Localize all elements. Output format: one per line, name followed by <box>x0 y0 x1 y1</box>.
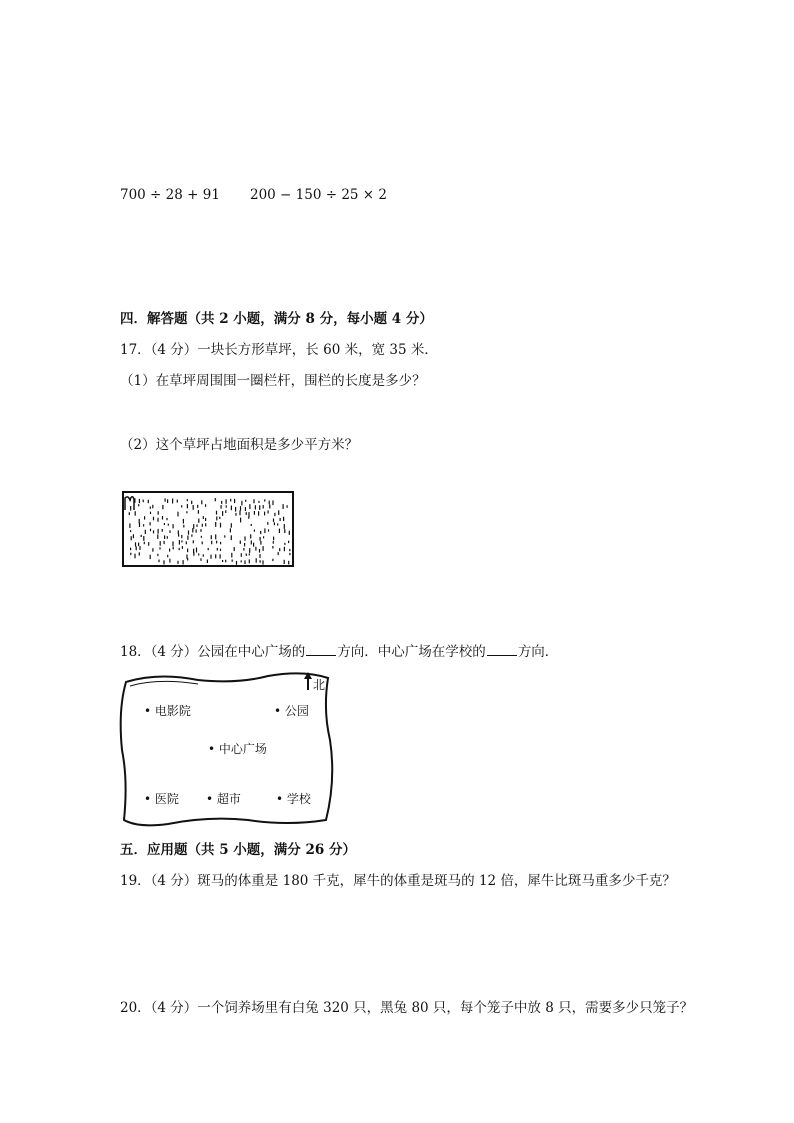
grass-mark <box>246 554 247 556</box>
grass-mark <box>231 553 232 558</box>
grass-mark <box>183 525 184 528</box>
grass-mark <box>272 500 273 505</box>
grass-mark <box>244 560 245 564</box>
grass-mark <box>235 513 236 516</box>
grass-mark <box>153 517 154 521</box>
calc-expression-2: 200 − 150 ÷ 25 × 2 <box>250 187 387 203</box>
grass-mark <box>259 554 260 558</box>
grass-mark <box>130 498 131 501</box>
lawn-illustration <box>122 490 296 568</box>
grass-mark <box>222 511 223 516</box>
place-cinema: • 电影院 <box>144 704 191 718</box>
q17-part1: （1）在草坪周围围一圈栏杆，围栏的长度是多少？ <box>120 373 426 389</box>
grass-mark <box>215 498 216 501</box>
place-school-label: 学校 <box>286 792 311 806</box>
grass-mark <box>207 560 208 564</box>
grass-mark <box>272 546 273 549</box>
grass-mark <box>196 524 197 527</box>
grass-mark <box>259 549 260 553</box>
grass-mark <box>136 546 137 550</box>
grass-mark <box>196 529 197 532</box>
grass-mark <box>222 560 223 562</box>
grass-mark <box>130 506 131 511</box>
grass-mark <box>150 555 151 559</box>
grass-mark <box>278 552 279 555</box>
answer-blank-1[interactable] <box>306 643 336 656</box>
grass-mark <box>274 513 275 516</box>
grass-mark <box>202 524 203 527</box>
grass-mark <box>167 555 168 558</box>
place-central-square-label: 中心广场 <box>218 742 267 756</box>
grass-mark <box>277 524 278 526</box>
grass-mark <box>201 536 202 538</box>
grass-mark <box>134 554 135 559</box>
grass-mark <box>264 512 265 516</box>
grass-mark <box>163 560 164 564</box>
grass-mark <box>216 541 217 544</box>
grass-mark <box>289 553 290 555</box>
grass-mark <box>255 505 256 509</box>
grass-mark <box>141 535 142 537</box>
grass-mark <box>251 524 252 526</box>
grass-mark <box>138 504 139 506</box>
grass-mark <box>215 554 216 558</box>
grass-mark <box>178 530 179 534</box>
grass-mark <box>188 531 189 535</box>
grass-mark <box>157 534 158 539</box>
grass-mark <box>231 523 232 528</box>
grass-mark <box>183 560 184 564</box>
grass-mark <box>260 531 261 534</box>
place-park-label: 公园 <box>284 704 309 718</box>
grass-mark <box>158 511 159 515</box>
grass-mark <box>284 524 285 529</box>
grass-mark <box>130 530 131 532</box>
grass-mark <box>205 504 206 507</box>
grass-mark <box>268 510 269 513</box>
grass-mark <box>254 530 255 532</box>
grass-mark <box>289 531 290 535</box>
grass-mark <box>169 559 170 563</box>
section4-heading: 四．解答题（共 2 小题，满分 8 分，每小题 4 分） <box>120 311 433 327</box>
grass-mark <box>220 523 221 528</box>
grass-mark <box>160 541 161 546</box>
grass-mark <box>205 523 206 526</box>
grass-mark <box>254 511 255 515</box>
grass-mark <box>198 553 199 555</box>
grass-mark <box>177 500 178 503</box>
grass-mark <box>284 543 285 545</box>
grass-mark <box>241 560 242 562</box>
grass-mark <box>200 558 201 561</box>
grass-mark <box>150 522 151 525</box>
grass-mark <box>200 529 201 532</box>
grass-mark <box>263 505 264 508</box>
q18-stem <box>120 643 558 661</box>
grass-mark <box>219 517 220 519</box>
grass-mark <box>181 540 182 542</box>
grass-mark <box>250 534 251 538</box>
grass-mark <box>243 548 244 551</box>
grass-mark <box>249 559 250 563</box>
grass-mark <box>191 501 192 504</box>
grass-mark <box>182 546 183 549</box>
grass-mark <box>139 523 140 527</box>
grass-mark <box>186 554 187 558</box>
grass-mark <box>203 516 204 519</box>
grass-mark <box>289 549 290 551</box>
grass-mark <box>279 529 280 533</box>
grass-mark <box>197 505 198 508</box>
grass-mark <box>241 501 242 506</box>
grass-mark <box>187 499 188 501</box>
grass-mark <box>202 542 203 545</box>
place-cinema-label: 电影院 <box>154 704 191 718</box>
grass-mark <box>260 541 261 545</box>
grass-mark <box>131 536 132 540</box>
grass-mark <box>269 501 270 505</box>
grass-mark <box>234 499 235 503</box>
grass-mark <box>244 536 245 540</box>
grass-mark <box>226 499 227 504</box>
grass-mark <box>288 541 289 543</box>
grass-mark <box>220 554 221 558</box>
grass-mark <box>256 558 257 562</box>
grass-mark <box>148 500 149 504</box>
grass-mark <box>193 505 194 510</box>
answer-blank-2[interactable] <box>487 643 517 656</box>
grass-mark <box>246 512 247 515</box>
grass-mark <box>278 510 279 515</box>
grass-mark <box>157 518 158 522</box>
grass-mark <box>245 500 246 502</box>
place-hospital: • 医院 <box>144 792 179 806</box>
grass-mark <box>239 511 240 516</box>
grass-mark <box>192 528 193 532</box>
grass-mark <box>158 529 159 534</box>
north-label: 北 <box>313 678 326 692</box>
grass-mark <box>193 552 194 556</box>
grass-mark <box>203 554 204 556</box>
grass-mark <box>221 501 222 504</box>
grass-mark <box>284 547 285 551</box>
grass-mark <box>193 540 194 543</box>
grass-mark <box>245 507 246 511</box>
grass-mark <box>220 542 221 544</box>
grass-mark <box>169 530 170 533</box>
grass-mark <box>216 511 217 515</box>
place-hospital-label: 医院 <box>154 792 179 806</box>
grass-mark <box>273 537 274 541</box>
grass-mark <box>135 511 136 516</box>
grass-mark <box>240 518 241 523</box>
q17-part2: （2）这个草坪占地面积是多少平方米？ <box>120 437 359 453</box>
grass-mark <box>221 505 222 509</box>
grass-mark <box>249 548 250 553</box>
grass-mark <box>129 523 130 528</box>
place-supermarket-label: 超市 <box>216 792 241 806</box>
grass-mark <box>253 543 254 547</box>
grass-mark <box>181 535 182 538</box>
q17-stem: 17．（4 分）一块长方形草坪，长 60 米，宽 35 米． <box>120 342 438 358</box>
grass-mark <box>179 540 180 545</box>
grass-mark <box>148 542 149 546</box>
grass-mark <box>211 541 212 545</box>
grass-mark <box>215 522 216 527</box>
q18-stem-part-b: 方向．中心广场在学校的 <box>337 644 486 660</box>
grass-mark <box>284 560 285 564</box>
grass-mark <box>152 505 153 509</box>
grass-mark <box>259 505 260 510</box>
grass-mark <box>139 546 140 550</box>
grass-mark <box>143 500 144 503</box>
grass-mark <box>164 541 165 544</box>
grass-mark <box>211 535 212 539</box>
grass-mark <box>159 547 160 549</box>
direction-map <box>118 670 336 830</box>
section5-heading: 五．应用题（共 5 小题，满分 26 分） <box>120 842 356 858</box>
grass-mark <box>263 536 264 538</box>
grass-mark <box>169 549 170 552</box>
grass-mark <box>157 554 158 556</box>
calc-expression-1: 700 ÷ 28 + 91 <box>120 187 220 203</box>
grass-mark <box>187 504 188 508</box>
grass-mark <box>201 500 202 504</box>
grass-mark <box>235 507 236 512</box>
grass-mark <box>167 536 168 539</box>
grass-mark <box>177 561 178 564</box>
grass-mark <box>280 518 281 521</box>
grass-mark <box>230 499 231 502</box>
grass-mark <box>225 560 226 563</box>
grass-mark <box>153 530 154 533</box>
grass-mark <box>187 558 188 560</box>
place-supermarket: • 超市 <box>206 792 241 806</box>
grass-mark <box>152 548 153 552</box>
grass-mark <box>258 511 259 516</box>
grass-mark <box>255 547 256 551</box>
grass-mark <box>183 519 184 524</box>
grass-mark <box>215 534 216 539</box>
grass-mark <box>284 529 285 533</box>
grass-mark <box>186 511 187 513</box>
grass-mark <box>196 548 197 553</box>
grass-mark <box>144 542 145 545</box>
q18-stem-part-a: 18．（4 分）公园在中心广场的 <box>120 644 306 660</box>
grass-mark <box>205 518 206 521</box>
grass-mark <box>187 536 188 540</box>
grass-mark <box>273 541 274 544</box>
grass-mark <box>267 522 268 525</box>
grass-mark <box>143 536 144 541</box>
grass-mark <box>172 541 173 546</box>
grass-mark <box>268 529 269 531</box>
grass-mark <box>162 529 163 532</box>
grass-mark <box>150 507 151 509</box>
grass-mark <box>288 561 289 565</box>
grass-mark <box>139 519 140 523</box>
grass-mark <box>139 552 140 555</box>
grass-mark <box>198 519 199 523</box>
grass-mark <box>135 542 136 546</box>
q18-stem-part-c: 方向． <box>517 644 559 660</box>
grass-mark <box>264 528 265 533</box>
grass-mark <box>264 499 265 501</box>
grass-mark <box>187 549 188 553</box>
place-school: • 学校 <box>276 792 311 806</box>
grass-mark <box>139 499 140 503</box>
grass-mark <box>158 560 159 563</box>
grass-mark <box>186 541 187 544</box>
grass-mark <box>258 501 259 503</box>
place-central-square: • 中心广场 <box>208 742 267 756</box>
grass-mark <box>167 499 168 503</box>
grass-mark <box>217 548 218 551</box>
grass-mark <box>263 546 264 551</box>
grass-mark <box>162 516 163 520</box>
grass-mark <box>172 499 173 504</box>
grass-mark <box>273 519 274 522</box>
grass-mark <box>173 547 174 550</box>
grass-mark <box>145 530 146 534</box>
grass-mark <box>241 553 242 557</box>
grass-mark <box>274 522 275 525</box>
grass-mark <box>262 560 263 564</box>
grass-mark <box>166 518 167 520</box>
grass-mark <box>253 499 254 503</box>
grass-mark <box>251 540 252 544</box>
grass-mark <box>162 505 163 509</box>
grass-mark <box>287 505 288 508</box>
grass-mark <box>143 524 144 526</box>
grass-mark <box>138 543 139 547</box>
grass-mark <box>231 506 232 511</box>
q19-text: 19．（4 分）斑马的体重是 180 千克，犀牛的体重是斑马的 12 倍，犀牛比斑马重多少千克？ <box>120 873 676 889</box>
grass-mark <box>216 516 217 520</box>
grass-mark <box>144 516 145 519</box>
grass-mark <box>164 523 165 525</box>
grass-mark <box>240 506 241 510</box>
grass-mark <box>248 512 249 517</box>
grass-mark <box>198 510 199 514</box>
grass-mark <box>173 524 174 528</box>
grass-mark <box>234 547 235 551</box>
grass-mark <box>232 560 233 562</box>
grass-mark <box>177 512 178 517</box>
grass-mark <box>130 553 131 555</box>
grass-mark <box>249 553 250 555</box>
grass-mark <box>150 529 151 532</box>
grass-mark <box>248 516 249 518</box>
grass-mark <box>130 548 131 551</box>
grass-mark <box>231 535 232 540</box>
grass-mark <box>210 555 211 559</box>
grass-mark <box>178 534 179 537</box>
grass-mark <box>260 537 261 541</box>
grass-mark <box>249 504 250 509</box>
grass-mark <box>191 534 192 536</box>
grass-mark <box>260 560 261 563</box>
grass-mark <box>220 549 221 551</box>
grass-mark <box>283 517 284 521</box>
grass-mark <box>244 543 245 546</box>
q20-text: 20．（4 分）一个饲养场里有白兔 320 只，黑兔 80 只，每个笼子中放 8 只，需要多少只笼子？ <box>120 1000 694 1016</box>
grass-mark <box>226 505 227 507</box>
grass-mark <box>164 535 165 539</box>
grass-mark <box>193 524 194 529</box>
grass-mark <box>168 524 169 526</box>
grass-mark <box>230 528 231 532</box>
grass-mark <box>240 541 241 544</box>
grass-mark <box>150 512 151 514</box>
place-park: • 公园 <box>274 704 309 718</box>
grass-mark <box>134 498 135 503</box>
grass-mark <box>283 504 284 509</box>
grass-mark <box>224 535 225 537</box>
grass-mark <box>236 561 237 565</box>
grass-mark <box>208 548 209 550</box>
grass-mark <box>181 505 182 507</box>
grass-mark <box>225 510 226 513</box>
grass-mark <box>269 505 270 509</box>
grass-mark <box>279 548 280 551</box>
grass-mark <box>133 534 134 538</box>
grass-mark <box>179 548 180 550</box>
grass-mark <box>272 559 273 561</box>
grass-mark <box>129 512 130 515</box>
grass-mark <box>165 498 166 501</box>
